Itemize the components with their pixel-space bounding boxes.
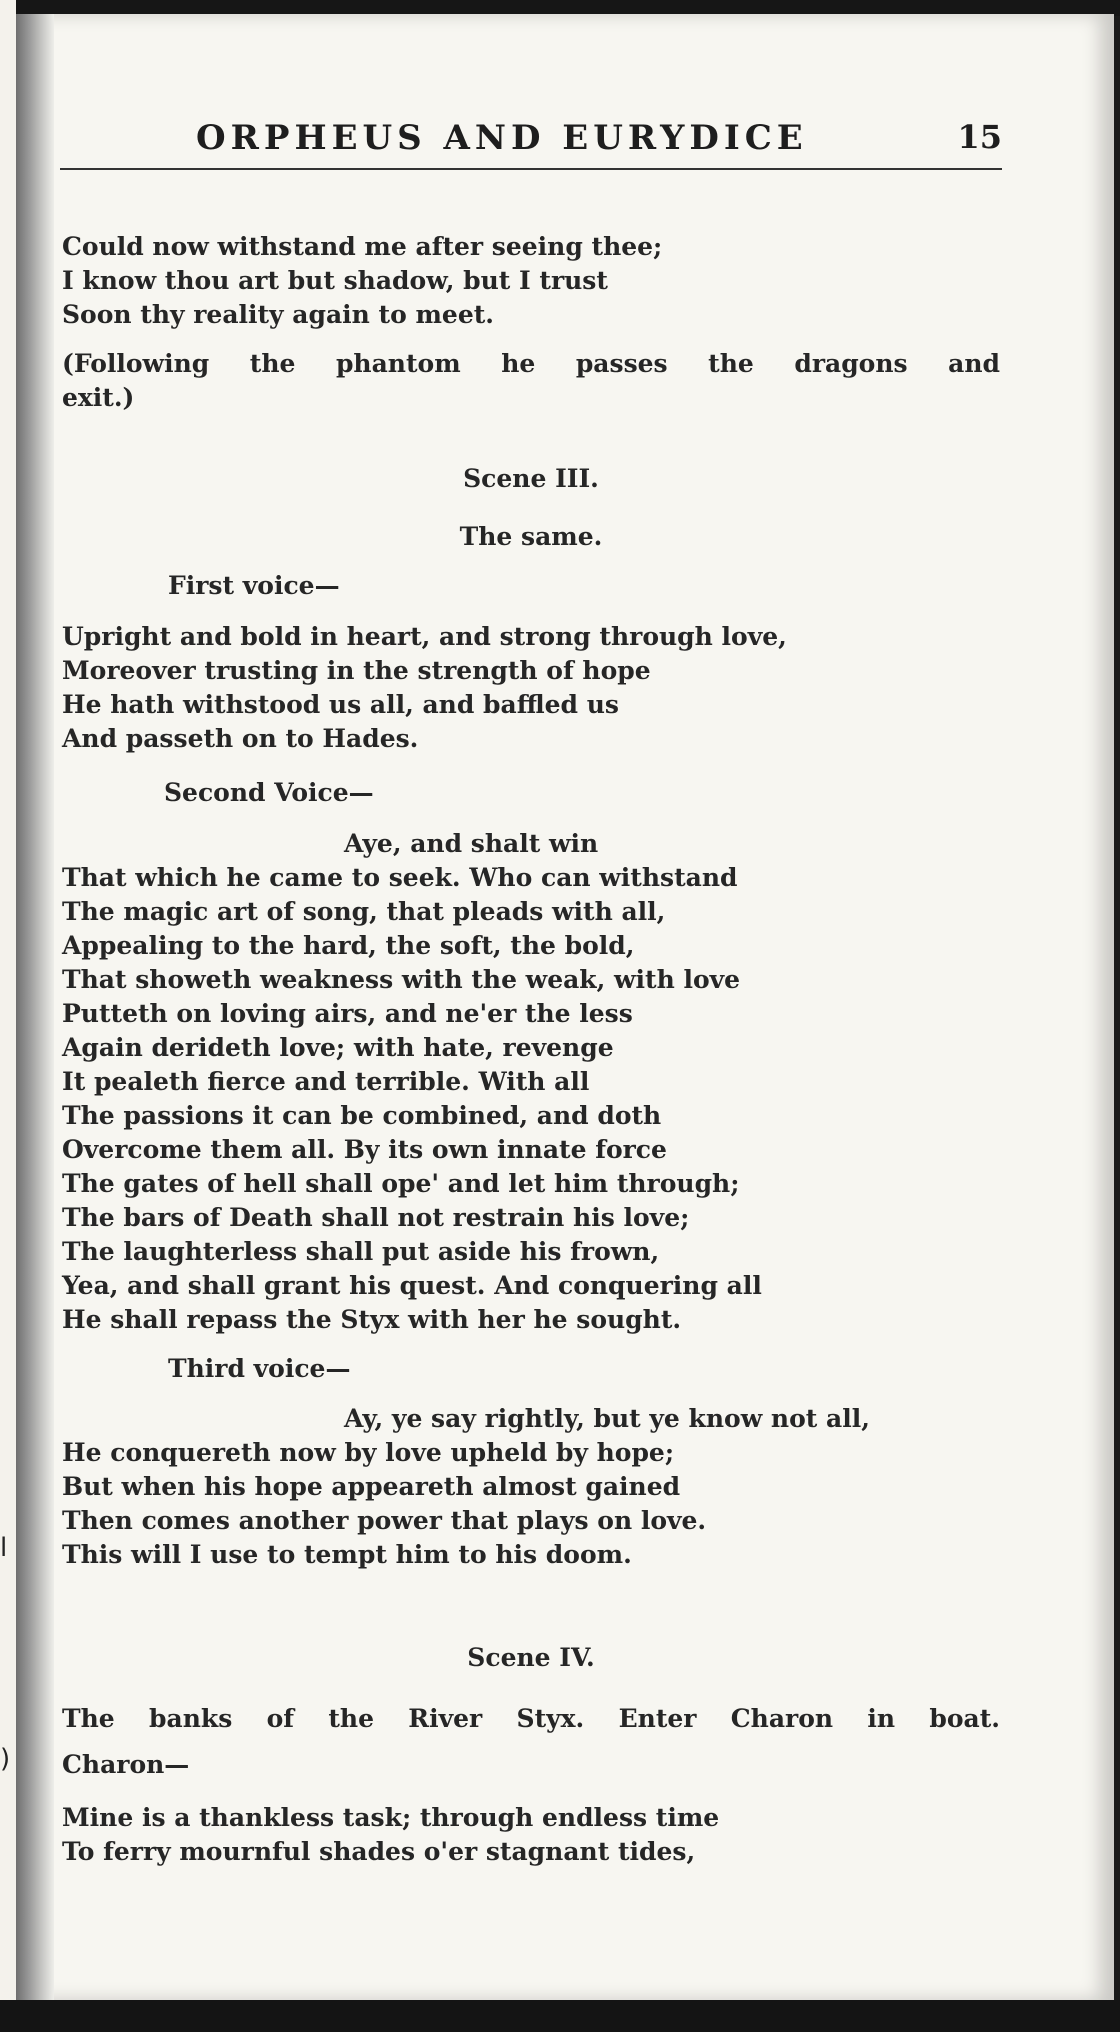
text-line: Aye, and shalt win bbox=[344, 829, 599, 858]
text-line: Again derideth love; with hate, revenge bbox=[62, 1033, 614, 1062]
text-line: Mine is a thankless task; through endless time bbox=[62, 1803, 720, 1832]
margin-mark: l bbox=[0, 1533, 8, 1563]
scan-bottom-edge bbox=[0, 2000, 1120, 2032]
text-line: This will I use to tempt him to his doom. bbox=[62, 1540, 632, 1569]
text-line: Could now withstand me after seeing thee; bbox=[62, 232, 663, 261]
text-line: Overcome them all. By its own innate force bbox=[62, 1135, 667, 1164]
text-line: And passeth on to Hades. bbox=[62, 724, 419, 753]
text-line: He shall repass the Styx with her he sought. bbox=[62, 1305, 682, 1334]
text-line: The bars of Death shall not restrain his love; bbox=[62, 1203, 690, 1232]
text-line: It pealeth fierce and terrible. With all bbox=[62, 1067, 590, 1096]
text-line: He hath withstood us all, and baffled us bbox=[62, 690, 619, 719]
text-line: The passions it can be combined, and doth bbox=[62, 1101, 662, 1130]
speaker-label: Second Voice— bbox=[164, 778, 374, 807]
text-line: Ay, ye say rightly, but ye know not all, bbox=[344, 1404, 870, 1433]
scene-setting: The same. bbox=[459, 522, 603, 551]
stage-direction: exit.) bbox=[62, 383, 135, 412]
text-line: To ferry mournful shades o'er stagnant tides, bbox=[62, 1837, 696, 1866]
book-binding-shadow bbox=[16, 14, 54, 2000]
page-number: 15 bbox=[957, 118, 1002, 156]
running-header bbox=[60, 118, 1002, 170]
text-line: That which he came to seek. Who can withstand bbox=[62, 863, 738, 892]
text-line: Yea, and shall grant his quest. And conquering all bbox=[62, 1271, 762, 1300]
text-line: I know thou art but shadow, but I trust bbox=[62, 266, 608, 295]
scene-heading: Scene IV. bbox=[467, 1643, 595, 1672]
text-line: The laughterless shall put aside his frown, bbox=[62, 1237, 660, 1266]
stage-direction: (Following the phantom he passes the dragons and bbox=[62, 349, 1000, 378]
speaker-label: Third voice— bbox=[168, 1354, 351, 1383]
speaker-label: Charon— bbox=[62, 1750, 190, 1779]
text-line: Appealing to the hard, the soft, the bold, bbox=[62, 931, 635, 960]
text-line: He conquereth now by love upheld by hope; bbox=[62, 1438, 675, 1467]
scene-setting: The banks of the River Styx. Enter Charon in boat. bbox=[62, 1704, 1000, 1733]
margin-mark: ) bbox=[0, 1744, 11, 1774]
speaker-label: First voice— bbox=[168, 571, 340, 600]
text-line: The gates of hell shall ope' and let him through; bbox=[62, 1169, 740, 1198]
text-line: Moreover trusting in the strength of hope bbox=[62, 656, 651, 685]
text-line: But when his hope appeareth almost gained bbox=[62, 1472, 681, 1501]
scene-heading: Scene III. bbox=[463, 464, 599, 493]
text-line: Soon thy reality again to meet. bbox=[62, 300, 494, 329]
text-line: Upright and bold in heart, and strong through love, bbox=[62, 622, 787, 651]
text-line: Putteth on loving airs, and ne'er the less bbox=[62, 999, 633, 1028]
text-line: That showeth weakness with the weak, with love bbox=[62, 965, 741, 994]
running-title: ORPHEUS AND EURYDICE bbox=[196, 118, 808, 158]
text-line: Then comes another power that plays on love. bbox=[62, 1506, 707, 1535]
text-line: The magic art of song, that pleads with all, bbox=[62, 897, 666, 926]
adjacent-page-edge bbox=[0, 0, 16, 2032]
